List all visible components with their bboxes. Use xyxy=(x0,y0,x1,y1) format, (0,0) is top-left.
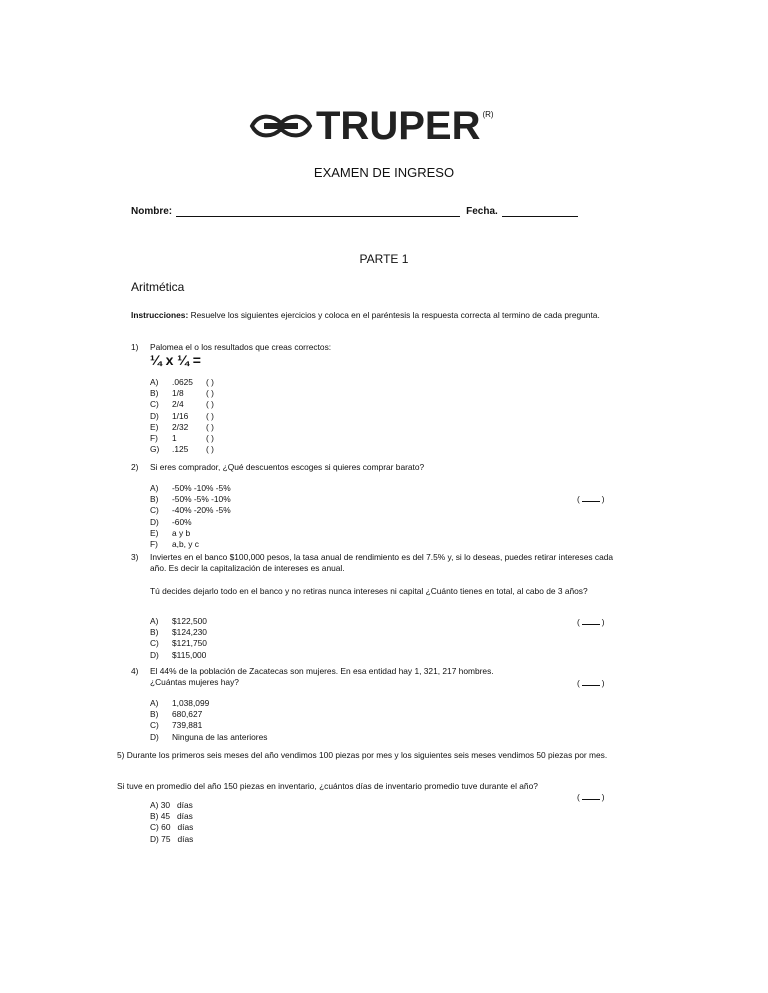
list-item: D) 1/16 ( ) xyxy=(150,410,214,421)
list-item: E) 2/32 ( ) xyxy=(150,421,214,432)
q1-number: 1) xyxy=(131,342,139,352)
answer-checkbox[interactable]: ( ) xyxy=(206,433,214,444)
q4-text2: ¿Cuántas mujeres hay? xyxy=(150,677,239,687)
list-item: A) 1,038,099 xyxy=(150,698,210,708)
q2-text: Si eres comprador, ¿Qué descuentos escoges si quieres comprar barato? xyxy=(150,462,425,472)
q3-number: 3) xyxy=(131,552,139,562)
part-title: PARTE 1 xyxy=(359,252,409,266)
list-item: C) $121,750 xyxy=(150,638,207,649)
exam-title: EXAMEN DE INGRESO xyxy=(313,165,455,180)
list-item: E) a y b xyxy=(150,527,191,538)
q1-options xyxy=(150,377,214,455)
q4-text: El 44% de la población de Zacatecas son mujeres. En esa entidad hay 1, 321, 217 hombres. xyxy=(150,666,494,676)
date-label: Fecha. xyxy=(466,206,498,217)
list-item: B) 680,627 xyxy=(150,709,203,720)
q4-number: 4) xyxy=(131,666,139,676)
date-field[interactable] xyxy=(502,206,578,217)
q3-text2: Tú decides dejarlo todo en el banco y no retiras nunca intereses ni capital ¿Cuánto tienes en total, al cabo de 3 años? xyxy=(150,586,588,596)
logo-text: TRUPER xyxy=(316,104,481,148)
list-item: B) $124,230 xyxy=(150,627,207,638)
list-item: F) 1 ( ) xyxy=(150,433,214,444)
list-item: B) 1/8 ( ) xyxy=(150,388,214,399)
list-item: A) 30 días xyxy=(150,800,193,810)
answer-checkbox[interactable]: ( ) xyxy=(206,377,214,387)
list-item: C) 60 días xyxy=(150,822,194,833)
logo-registered-mark: (R) xyxy=(482,110,494,119)
q3-text: Inviertes en el banco $100,000 pesos, la tasa anual de rendimiento es del 7.5% y, si lo deseas, puedes retirar intereses cada año. Es decir la capitalización de intereses es anual. xyxy=(150,552,614,574)
instructions-label: Instrucciones: xyxy=(131,310,189,320)
list-item: C) 739,881 xyxy=(150,720,203,731)
q4-options xyxy=(150,698,267,743)
answer-checkbox[interactable]: ( ) xyxy=(206,421,214,432)
q3-options xyxy=(150,616,207,660)
q5-options xyxy=(150,800,193,845)
truper-logo-icon xyxy=(250,111,312,141)
q2-answer-blank[interactable]: ( ) xyxy=(577,494,605,504)
q5-text: 5) Durante los primeros seis meses del año vendimos 100 piezas por mes y los siguientes seis meses vendimos 50 piezas por mes. xyxy=(117,750,608,760)
answer-checkbox[interactable]: ( ) xyxy=(206,388,214,399)
name-date-row xyxy=(131,206,578,217)
truper-logo xyxy=(250,106,494,146)
list-item: C) 2/4 ( ) xyxy=(150,399,214,410)
list-item: D) -60% xyxy=(150,516,192,527)
answer-checkbox[interactable]: ( ) xyxy=(206,410,214,421)
list-item: B) 45 días xyxy=(150,811,193,822)
list-item: F) a,b, y c xyxy=(150,539,199,550)
q5-text2: Si tuve en promedio del año 150 piezas en inventario, ¿cuántos días de inventario promedio tuve durante el año? xyxy=(117,781,538,791)
q1-expression: ¼ x ¼ = xyxy=(150,352,201,368)
list-item: D) $115,000 xyxy=(150,649,207,660)
instructions xyxy=(131,310,627,321)
q4-answer-blank[interactable]: ( ) xyxy=(577,678,605,688)
list-item: A) .0625 ( ) xyxy=(150,377,214,387)
list-item: A) $122,500 xyxy=(150,616,207,626)
list-item: C) -40% -20% -5% xyxy=(150,505,231,516)
q2-options xyxy=(150,483,231,550)
list-item: D) Ninguna de las anteriores xyxy=(150,731,268,742)
list-item: B) -50% -5% -10% xyxy=(150,494,231,505)
q1-text: Palomea el o los resultados que creas correctos: xyxy=(150,342,332,352)
list-item: D) 75 días xyxy=(150,833,194,844)
q2-number: 2) xyxy=(131,462,139,472)
answer-checkbox[interactable]: ( ) xyxy=(206,444,214,455)
section-title: Aritmética xyxy=(131,280,185,294)
list-item: A) -50% -10% -5% xyxy=(150,483,231,493)
q3-answer-blank[interactable]: ( ) xyxy=(577,617,605,627)
name-label: Nombre: xyxy=(131,206,173,217)
q5-answer-blank[interactable]: ( ) xyxy=(577,792,605,802)
instructions-text: Resuelve los siguientes ejercicios y coloca en el paréntesis la respuesta correcta al termino de cada pregunta. xyxy=(188,310,600,320)
answer-checkbox[interactable]: ( ) xyxy=(206,399,214,410)
list-item: G) .125 ( ) xyxy=(150,444,214,455)
name-field[interactable] xyxy=(176,206,460,217)
